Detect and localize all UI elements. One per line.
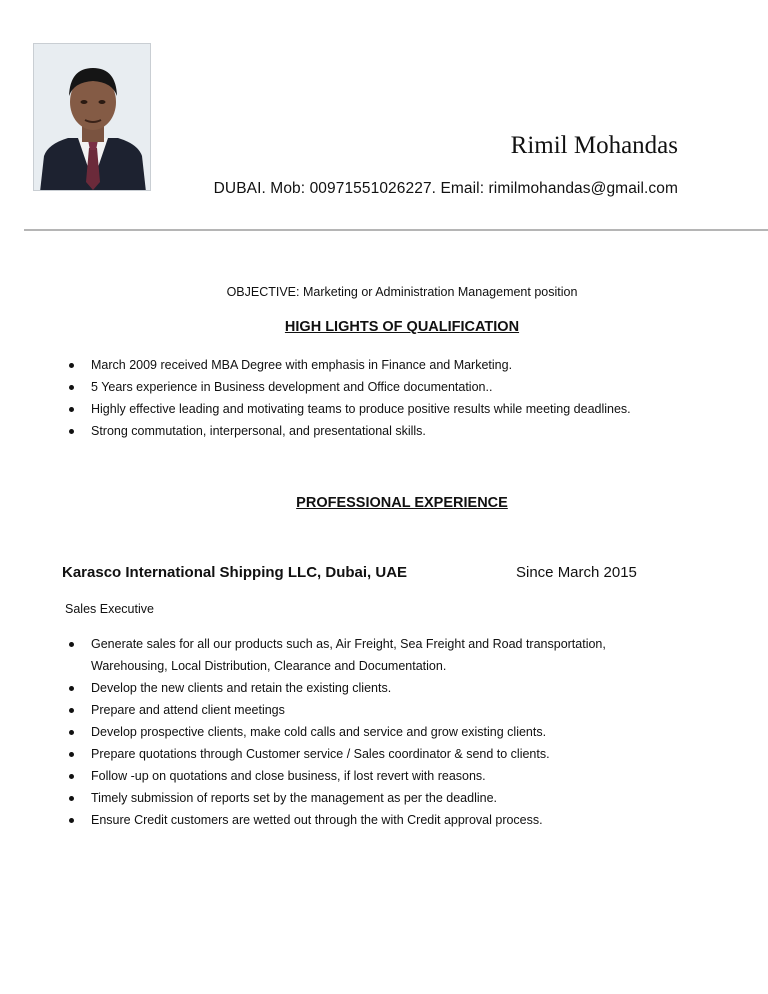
contact-line: DUBAI. Mob: 00971551026227. Email: rimilmohandas@gmail.com <box>213 180 678 197</box>
list-item: Prepare quotations through Customer service / Sales coordinator & send to clients. <box>62 743 606 765</box>
list-item: Develop prospective clients, make cold calls and service and grow existing clients. <box>62 721 606 743</box>
list-item: Highly effective leading and motivating teams to produce positive results while meeting deadlines. <box>62 398 631 420</box>
duty-text: Generate sales for all our products such as, Air Freight, Sea Freight and Road transportation, <box>91 637 606 651</box>
candidate-name: Rimil Mohandas <box>510 132 678 159</box>
job-title: Sales Executive <box>65 602 154 616</box>
duties-list <box>62 633 606 831</box>
experience-heading: PROFESSIONAL EXPERIENCE <box>296 495 508 511</box>
list-item: Timely submission of reports set by the management as per the deadline. <box>62 787 606 809</box>
company-name: Karasco International Shipping LLC, Dubai, UAE <box>62 564 408 581</box>
list-item <box>62 633 606 677</box>
list-item: Prepare and attend client meetings <box>62 699 606 721</box>
person-portrait-icon <box>34 44 151 191</box>
duty-text-continued: Warehousing, Local Distribution, Clearance and Documentation. <box>91 659 447 673</box>
list-item: March 2009 received MBA Degree with emphasis in Finance and Marketing. <box>62 354 631 376</box>
list-item: 5 Years experience in Business development and Office documentation.. <box>62 376 631 398</box>
list-item: Ensure Credit customers are wetted out through the with Credit approval process. <box>62 809 606 831</box>
header-divider <box>24 229 768 231</box>
objective-line: OBJECTIVE: Marketing or Administration Management position <box>226 285 578 299</box>
list-item: Strong commutation, interpersonal, and presentational skills. <box>62 420 631 442</box>
list-item: Develop the new clients and retain the existing clients. <box>62 677 606 699</box>
list-item: Follow -up on quotations and close business, if lost revert with reasons. <box>62 765 606 787</box>
profile-photo <box>33 43 151 191</box>
highlights-list <box>62 354 631 442</box>
employment-date: Since March 2015 <box>516 564 637 581</box>
highlights-heading: HIGH LIGHTS OF QUALIFICATION <box>284 319 520 335</box>
